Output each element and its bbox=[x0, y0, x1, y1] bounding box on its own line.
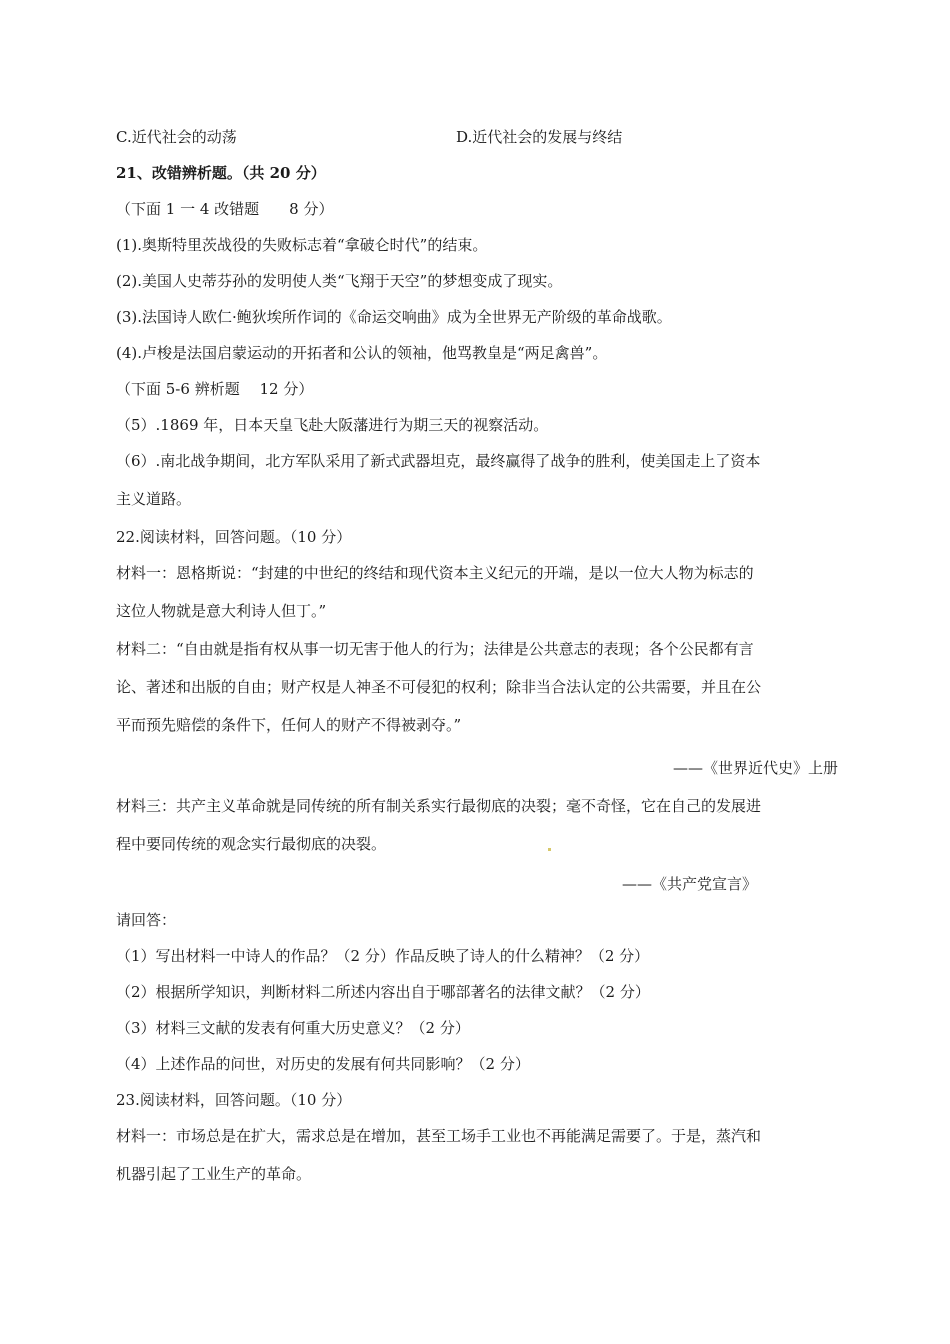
stray-dot bbox=[548, 848, 551, 851]
option-d: D.近代社会的发展与终结 bbox=[456, 128, 623, 146]
q21-item-5: （5）.1869 年，日本天皇飞赴大阪藩进行为期三天的视察活动。 bbox=[116, 416, 549, 434]
q22-material-3-source: ——《共产党宣言》 bbox=[622, 875, 758, 893]
q22-material-2-line-2: 论、著述和出版的自由；财产权是人神圣不可侵犯的权利；除非当合法认定的公共需要，并且在公 bbox=[116, 678, 762, 696]
q23-title: 23.阅读材料，回答问题。（10 分） bbox=[116, 1091, 352, 1109]
q22-question-4: （4）上述作品的问世，对历史的发展有何共同影响？（2 分） bbox=[116, 1055, 530, 1073]
q21-item-6-line-1: （6）.南北战争期间，北方军队采用了新式武器坦克，最终赢得了战争的胜利，使美国走上了资本 bbox=[116, 452, 761, 470]
q22-material-3-line-1: 材料三：共产主义革命就是同传统的所有制关系实行最彻底的决裂；毫不奇怪，它在自己的发展进 bbox=[116, 797, 762, 815]
q21-subheading-analysis: （下面 5-6 辨析题 12 分） bbox=[116, 380, 314, 398]
q22-material-1-line-2: 这位人物就是意大利诗人但丁。” bbox=[116, 602, 327, 620]
q23-material-1-line-1: 材料一：市场总是在扩大，需求总是在增加，甚至工场手工业也不再能满足需要了。于是，蒸汽和 bbox=[116, 1127, 762, 1145]
q21-item-6-line-2: 主义道路。 bbox=[116, 490, 192, 508]
option-c: C.近代社会的动荡 bbox=[116, 128, 237, 146]
q22-question-3: （3）材料三文献的发表有何重大历史意义？（2 分） bbox=[116, 1019, 470, 1037]
q22-material-2-line-3: 平而预先赔偿的条件下，任何人的财产不得被剥夺。” bbox=[116, 716, 462, 734]
q23-material-1-line-2: 机器引起了工业生产的革命。 bbox=[116, 1165, 312, 1183]
q22-question-1: （1）写出材料一中诗人的作品？（2 分）作品反映了诗人的什么精神？（2 分） bbox=[116, 947, 650, 965]
q21-item-3: (3).法国诗人欧仁·鲍狄埃所作词的《命运交响曲》成为全世界无产阶级的革命战歌。 bbox=[116, 308, 672, 326]
q21-item-4: (4).卢梭是法国启蒙运动的开拓者和公认的领袖，他骂教皇是“两足禽兽”。 bbox=[116, 344, 608, 362]
q21-title: 21、改错辨析题。（共 20 分） bbox=[116, 164, 326, 182]
q21-item-2: (2).美国人史蒂芬孙的发明使人类“飞翔于天空”的梦想变成了现实。 bbox=[116, 272, 563, 290]
q22-material-2-source: ——《世界近代史》上册 bbox=[672, 759, 838, 777]
q22-material-2-line-1: 材料二：“自由就是指有权从事一切无害于他人的行为；法律是公共意志的表现；各个公民都有言 bbox=[116, 640, 754, 658]
q22-material-3-line-2: 程中要同传统的观念实行最彻底的决裂。 bbox=[116, 835, 387, 853]
q22-prompt: 请回答： bbox=[116, 911, 177, 929]
q22-title: 22.阅读材料，回答问题。（10 分） bbox=[116, 528, 352, 546]
q21-item-1: (1).奥斯特里茨战役的失败标志着“拿破仑时代”的结束。 bbox=[116, 236, 488, 254]
q22-material-1-line-1: 材料一：恩格斯说：“封建的中世纪的终结和现代资本主义纪元的开端，是以一位大人物为标志的 bbox=[116, 564, 754, 582]
q22-question-2: （2）根据所学知识，判断材料二所述内容出自于哪部著名的法律文献？（2 分） bbox=[116, 983, 650, 1001]
q21-subheading-correction: （下面 1 一 4 改错题 8 分） bbox=[116, 200, 334, 218]
